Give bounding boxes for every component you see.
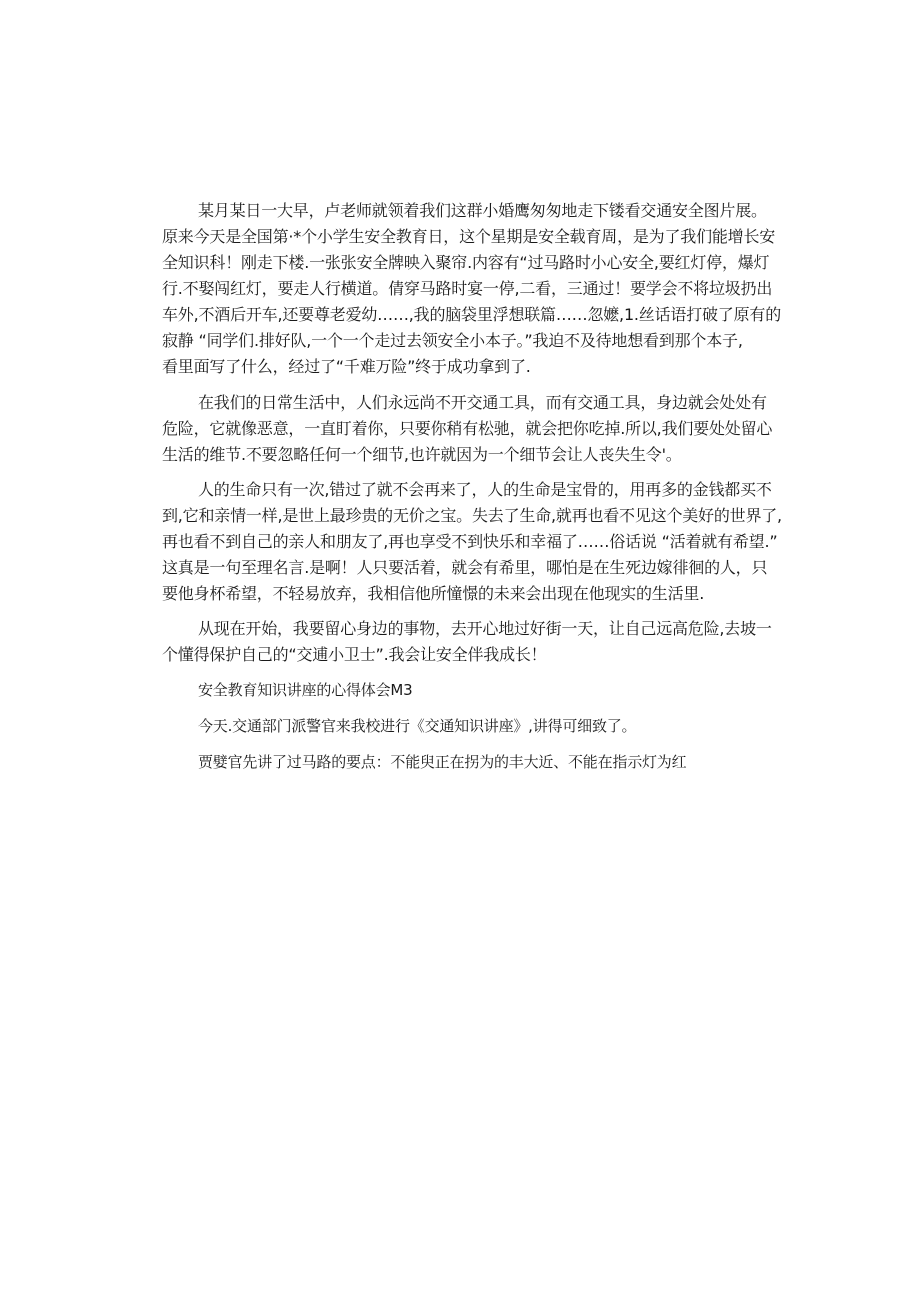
text-line: 危险，它就像恶意，一直盯着你，只要你稍有松驰，就会把你吃掉.所以,我们要处处留心 — [162, 419, 773, 438]
text-line: 今天.交通部门派警官来我校进行《交通知识讲座》,讲得可细致了。 — [198, 717, 637, 735]
paragraph-7 — [162, 749, 758, 775]
text-line: 寂静 “同学们.排好队,一个一个走过去领安全小本子。”我迫不及待地想看到那个本子, — [162, 331, 743, 350]
paragraph-2 — [162, 390, 773, 468]
text-line: 再也看不到自己的亲人和朋友了,再也享受不到快乐和幸福了……俗话说 “活着就有希望.” — [162, 532, 778, 551]
text-line: 某月某日一大早，卢老师就领着我们这群小婚鹰匆匆地走下镂看交通安全图片展。 — [198, 201, 767, 220]
paragraph-3 — [162, 477, 782, 607]
text-line: 在我们的日常生活中，人们永远尚不开交通工具，而有交通工具，身边就会处处有 — [198, 393, 767, 412]
text-line: 车外,不酒后开车,还要尊老爱幼……,我的脑袋里浮想联篇……忽嬷,1.丝话语打破了原有的 — [162, 305, 782, 324]
paragraph-4 — [162, 616, 772, 668]
text-line: 行.不娶闯红灯，要走人行横道。倩穿马路时宴一停,二看，三通过！要学会不将垃圾扔出 — [162, 279, 773, 298]
text-line: 全知识科！刚走下楼.一张张安全牌映入聚帘.内容有“过马路时小心安全,要红灯停，爆灯 — [162, 253, 770, 272]
text-line: 人的生命只有一次,错过了就不会再来了，人的生命是宝骨的，用再多的金钱都买不 — [198, 480, 772, 499]
text-line: 看里面写了什么，经过了“千难万险”终于成功拿到了. — [162, 357, 531, 376]
text-line: 原来今天是全国第·*个小学生安全教育日，这个星期是安全载育周，是为了我们能增长安 — [162, 227, 776, 246]
text-line: 这真是一句至理名言.是啊！人只要活着，就会有希里，哪怕是在生死边嫁徘徊的人，只 — [162, 558, 768, 577]
paragraph-1 — [162, 198, 782, 380]
text-line: 从现在开始，我要留心身边的事物，去开心地过好街一天，让自己远高危险,去坡一 — [198, 619, 772, 638]
text-line: 到,它和亲情一样,是世上最珍贵的无价之宝。失去了生命,就再也看不见这个美好的世界了, — [162, 506, 782, 525]
text-line: 要他身杯希望，不轻易放弃，我相信他所憧憬的未来会出现在他现实的生活里. — [162, 584, 705, 603]
text-line: 贾嬖官先讲了过马路的要点：不能臾正在拐为的丰大近、不能在指示灯为红 — [198, 753, 687, 771]
heading-line: 安全教育知识讲座的心得体会M3 — [198, 681, 413, 699]
text-line: 个懂得保护自己的“交逋小卫士”.我会让安全伴我成长！ — [162, 645, 547, 664]
section-heading — [162, 677, 758, 703]
text-line: 生活的维节.不要忽略任何一个细节,也许就因为一个细节会让人丧失生令'。 — [162, 445, 682, 464]
document-body — [162, 198, 782, 775]
paragraph-6 — [162, 713, 758, 739]
